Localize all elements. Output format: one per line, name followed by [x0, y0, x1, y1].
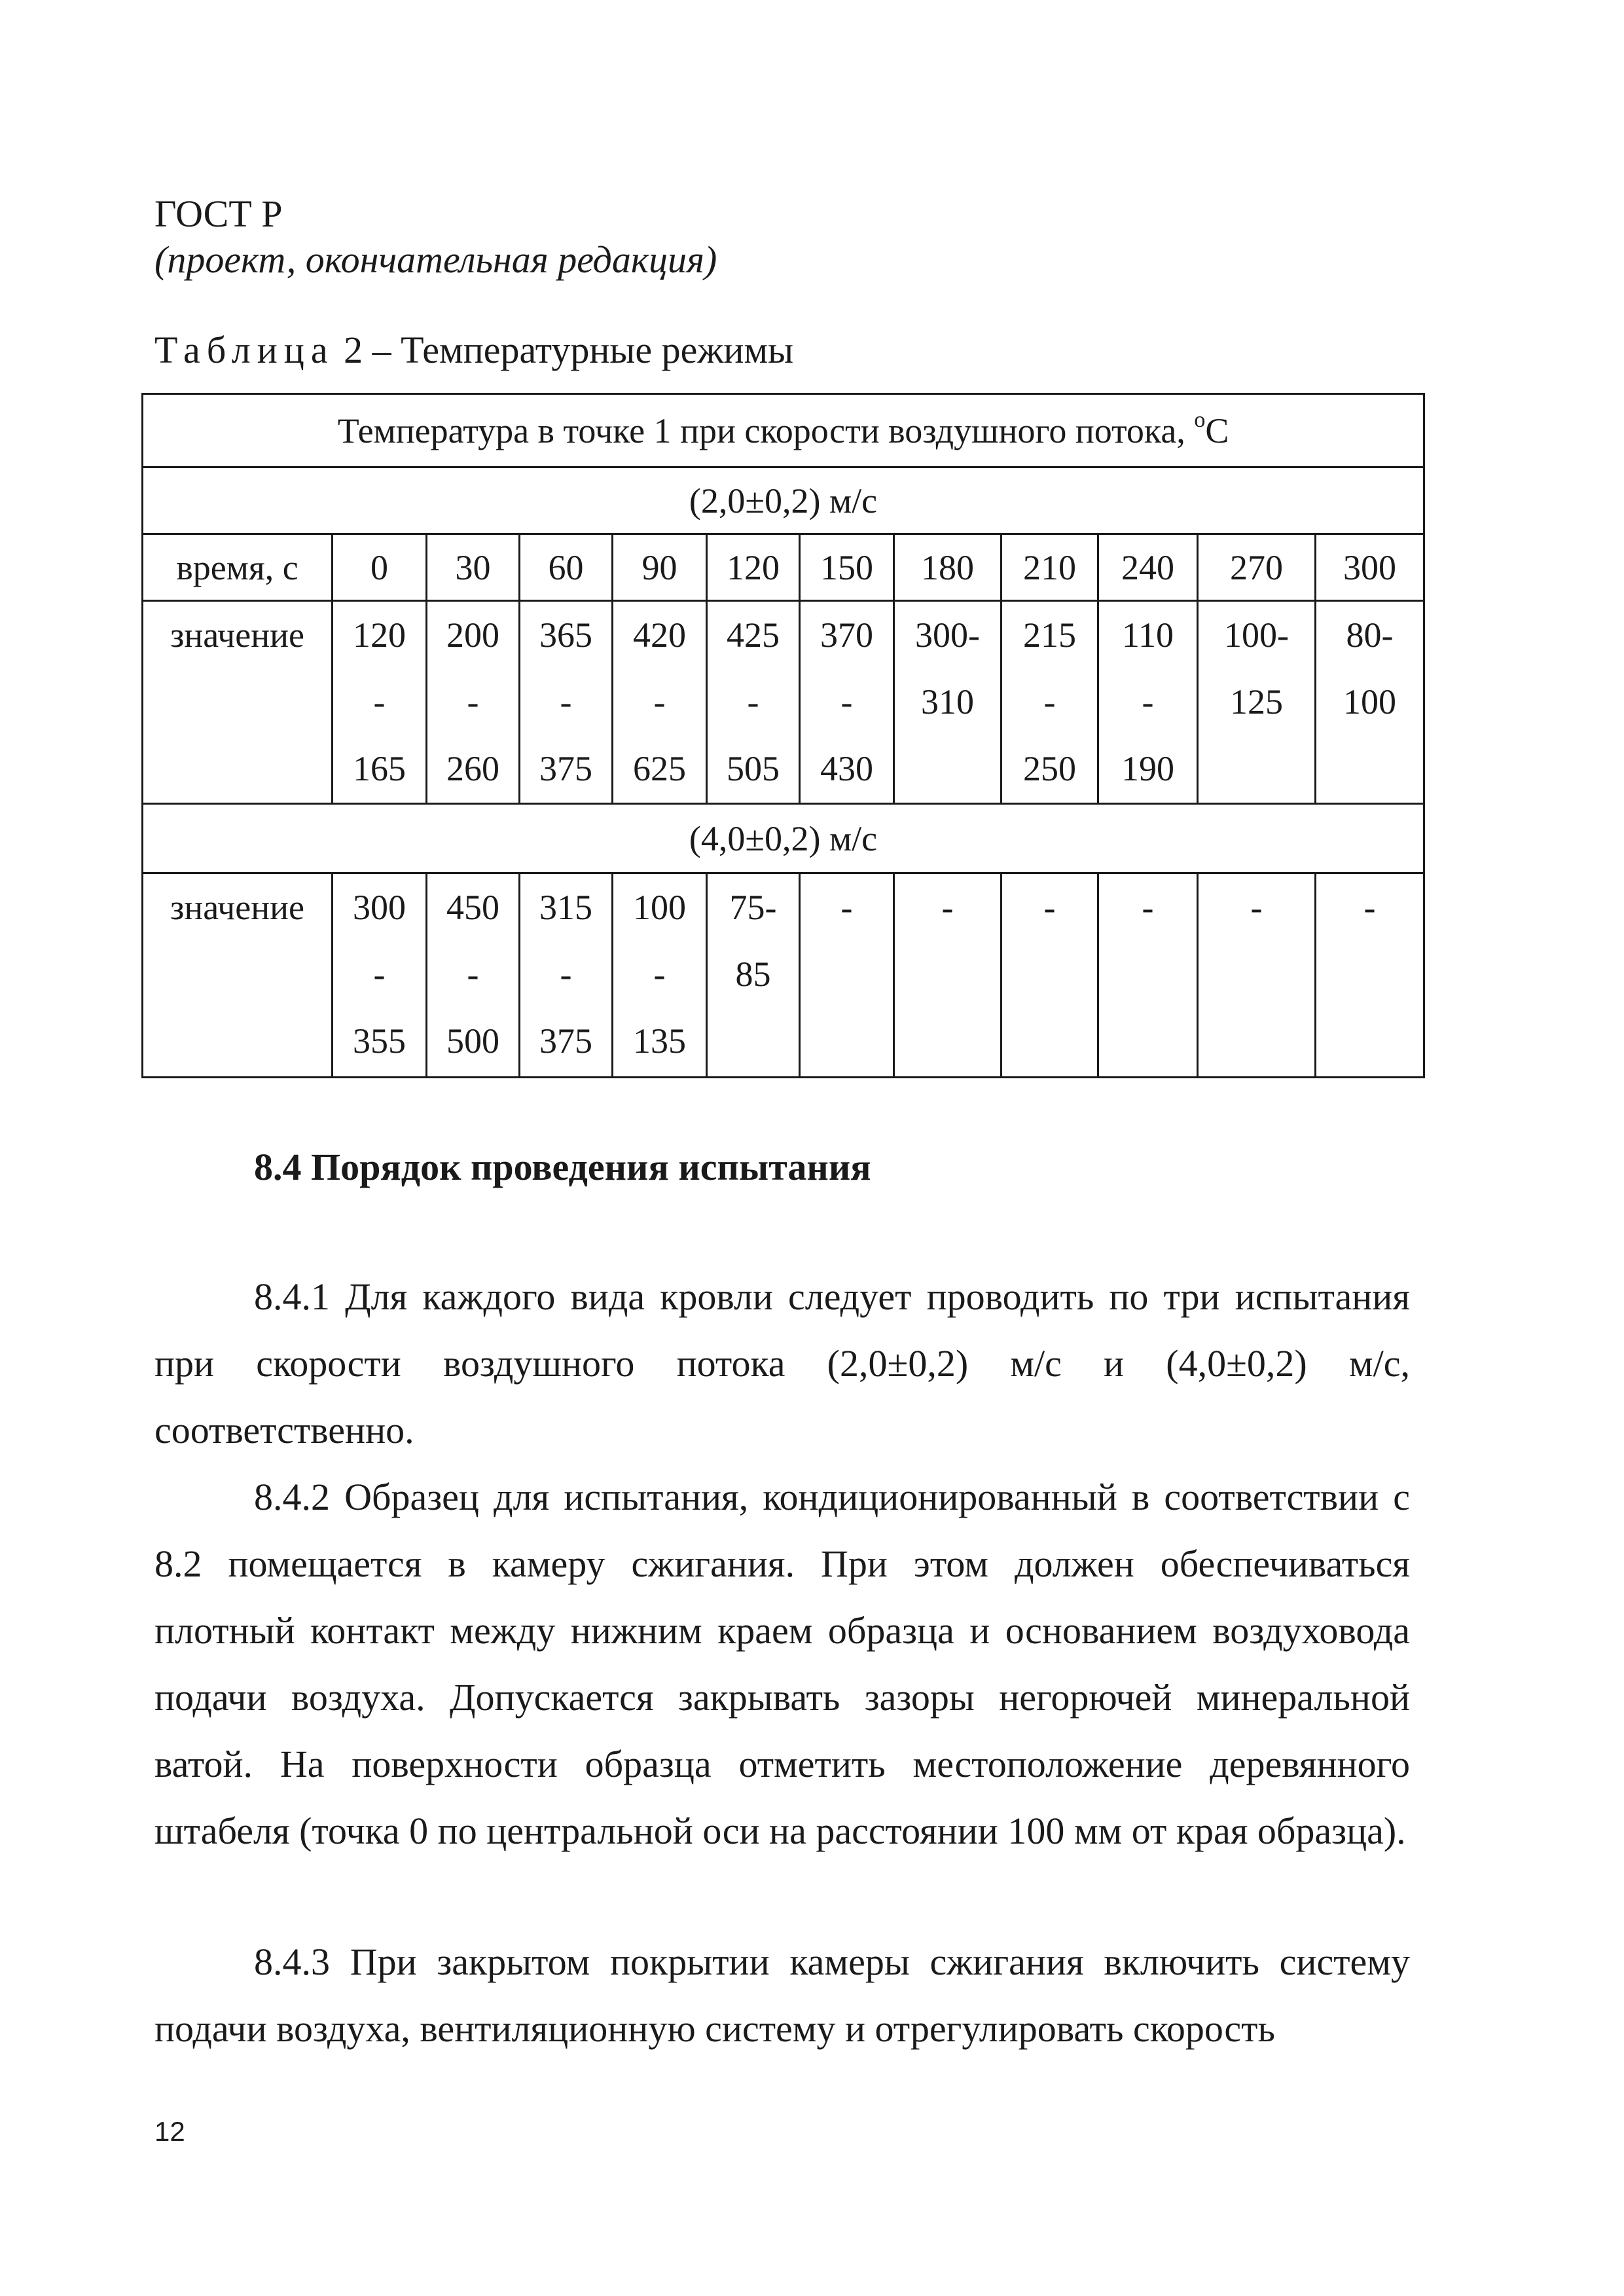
table-cell [613, 601, 707, 804]
cell-value: 300 [1343, 547, 1397, 587]
cell-value: 210 [1023, 547, 1076, 587]
cell-value: - [1250, 888, 1263, 927]
value-label: значение [170, 888, 304, 927]
table-title-unit: С [1205, 410, 1229, 450]
table-cell [427, 534, 520, 601]
table-cell [894, 873, 1001, 1078]
table-cell [1198, 534, 1316, 601]
cell-value: - [1363, 888, 1376, 927]
cell-value: 100 - 135 [633, 888, 686, 1061]
table-cell [1316, 873, 1424, 1078]
table-cell [707, 601, 800, 804]
time-label-cell: время, с [143, 534, 333, 601]
cell-value: 425 - 505 [727, 615, 780, 788]
cell-value: 200 - 260 [446, 615, 499, 788]
table-cell [1001, 601, 1098, 804]
cell-value: 100- 125 [1224, 615, 1289, 721]
table-title-cell [143, 394, 1424, 467]
cell-value: - [941, 888, 954, 927]
standard-designation: ГОСТ Р [154, 192, 283, 235]
cell-value: 240 [1121, 547, 1174, 587]
value-label: значение [170, 615, 304, 655]
speed-row-1: (2,0±0,2) м/с [143, 467, 1424, 534]
cell-value: 30 [455, 547, 491, 587]
table-cell [1001, 873, 1098, 1078]
cell-value: 180 [921, 547, 974, 587]
cell-value: 420 - 625 [633, 615, 686, 788]
table-cell [894, 534, 1001, 601]
cell-value: 0 [370, 547, 388, 587]
cell-value: 365 - 375 [539, 615, 592, 788]
table-caption-text: 2 – Температурные режимы [334, 329, 794, 371]
cell-value: 120 - 165 [353, 615, 406, 788]
table-cell [894, 601, 1001, 804]
table-cell [1001, 534, 1098, 601]
table-cell [1316, 534, 1424, 601]
table-cell [1198, 601, 1316, 804]
speed-row-2: (4,0±0,2) м/с [143, 804, 1424, 873]
paragraph-text: 8.4.1 Для каждого вида кровли следует проводить по три испытания при скорости воздушного потока (2,0±0,2) м/с и (4,0±0,2) м/с, соответственно. [154, 1275, 1410, 1451]
cell-value: 75- 85 [729, 888, 777, 994]
cell-value: - [1043, 888, 1056, 927]
value-label-cell [143, 601, 333, 804]
table-caption-prefix: Таблица [154, 329, 334, 371]
cell-value: 370 - 430 [820, 615, 873, 788]
degree-sup: o [1194, 407, 1206, 432]
table-cell [1316, 601, 1424, 804]
section-heading: 8.4 Порядок проведения испытания [254, 1146, 871, 1188]
cell-value: 60 [548, 547, 584, 587]
table-cell [333, 873, 427, 1078]
paragraph-text: 8.4.2 Образец для испытания, кондиционированный в соответствии с 8.2 помещается в камеру сжигания. При этом должен обеспечиваться плотный контакт между нижним краем образца и основанием воздуховода подачи воздуха. Допускается закрывать зазоры негорючей минеральной ватой. На поверхности образца отметить местоположение деревянного штабеля (точка 0 по центральной оси на расстоянии 100 мм от края образца). [154, 1476, 1410, 1852]
paragraph-8-4-3 [154, 1929, 1410, 2062]
cell-value: - [1142, 888, 1154, 927]
cell-value: 300 - 355 [353, 888, 406, 1061]
table-cell [1198, 873, 1316, 1078]
temperature-table [141, 393, 1425, 1078]
table-cell [613, 873, 707, 1078]
table-cell [800, 601, 894, 804]
table-cell [800, 534, 894, 601]
value-label-cell-2 [143, 873, 333, 1078]
table-cell [427, 873, 520, 1078]
cell-value: 90 [641, 547, 677, 587]
cell-value: 110 - 190 [1121, 615, 1174, 788]
table-cell [520, 601, 613, 804]
table-title: Температура в точке 1 при скорости воздушного потока, [337, 410, 1195, 450]
table-cell [520, 534, 613, 601]
table-cell [613, 534, 707, 601]
table-cell [1098, 873, 1198, 1078]
table-caption [154, 327, 793, 373]
table-cell [333, 601, 427, 804]
cell-value: 120 [727, 547, 780, 587]
table-cell [427, 601, 520, 804]
cell-value: - [840, 888, 853, 927]
table-cell [520, 873, 613, 1078]
page-number: 12 [154, 2116, 185, 2147]
table-cell [707, 534, 800, 601]
cell-value: 315 - 375 [539, 888, 592, 1061]
paragraph-8-4-2 [154, 1464, 1410, 1865]
document-status: (проект, окончательная редакция) [154, 238, 717, 281]
table-cell [800, 873, 894, 1078]
paragraph-text: 8.4.3 При закрытом покрытии камеры сжигания включить систему подачи воздуха, вентиляционную систему и отрегулировать скорость [154, 1941, 1410, 2050]
cell-value: 215 - 250 [1023, 615, 1076, 788]
table-cell [707, 873, 800, 1078]
table-cell [333, 534, 427, 601]
paragraph-8-4-1 [154, 1264, 1410, 1464]
cell-value: 270 [1230, 547, 1283, 587]
cell-value: 150 [820, 547, 873, 587]
cell-value: 80- 100 [1343, 615, 1397, 721]
cell-value: 450 - 500 [446, 888, 499, 1061]
table-cell [1098, 601, 1198, 804]
cell-value: 300- 310 [915, 615, 980, 721]
table-cell [1098, 534, 1198, 601]
